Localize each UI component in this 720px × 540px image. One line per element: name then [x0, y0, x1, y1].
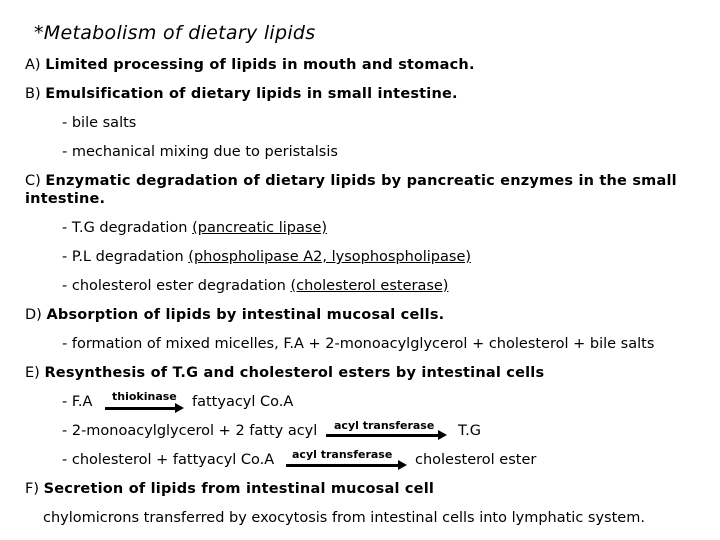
reaction-arrow — [326, 434, 438, 437]
section-a — [25, 56, 475, 74]
section-f — [25, 480, 434, 498]
section-d-heading: Absorption of lipids by intestinal mucosal cells. — [46, 307, 445, 323]
item-text: - P.L degradation — [62, 249, 189, 265]
section-e-label: E) — [25, 365, 40, 381]
page-title: *Metabolism of dietary lipids — [34, 22, 316, 44]
reaction-enzyme: thiokinase — [112, 390, 177, 403]
section-c-heading-cont: intestine. — [25, 191, 106, 207]
reaction-arrow — [105, 407, 175, 410]
section-d — [25, 306, 444, 324]
section-a-heading: Limited processing of lipids in mouth and stomach. — [45, 57, 475, 73]
reaction-left: - cholesterol + fattyacyl Co.A — [62, 452, 275, 468]
section-f-label: F) — [25, 481, 39, 497]
reaction-enzyme: acyl transferase — [292, 448, 393, 461]
reaction-arrow — [286, 464, 398, 467]
section-c-item — [62, 248, 471, 266]
section-d-label: D) — [25, 307, 42, 323]
reaction-right: T.G — [458, 423, 481, 439]
section-e-heading: Resynthesis of T.G and cholesterol esters by intestinal cells — [44, 365, 545, 381]
section-c-label: C) — [25, 173, 41, 189]
reaction-right: cholesterol ester — [415, 452, 537, 468]
section-c — [25, 172, 677, 190]
reaction-left: - 2-monoacylglycerol + 2 fatty acyl — [62, 423, 318, 439]
section-b — [25, 85, 458, 103]
section-a-label: A) — [25, 57, 41, 73]
enzyme-name: (cholesterol esterase) — [290, 278, 449, 294]
item-text: - T.G degradation — [62, 220, 193, 236]
section-b-item: - mechanical mixing due to peristalsis — [62, 144, 338, 160]
reaction-right: fattyacyl Co.A — [192, 394, 294, 410]
section-b-item: - bile salts — [62, 115, 137, 131]
enzyme-name: (phospholipase A2, lysophospholipase) — [188, 249, 472, 265]
section-e — [25, 364, 544, 382]
section-f-heading: Secretion of lipids from intestinal mucosal cell — [43, 481, 435, 497]
section-d-item: - formation of mixed micelles, F.A + 2-monoacylglycerol + cholesterol + bile salts — [62, 336, 655, 352]
section-b-label: B) — [25, 86, 41, 102]
section-f-detail: chylomicrons transferred by exocytosis from intestinal cells into lymphatic system. — [43, 510, 645, 526]
section-c-heading: Enzymatic degradation of dietary lipids by pancreatic enzymes in the small — [45, 173, 677, 189]
enzyme-name: (pancreatic lipase) — [192, 220, 328, 236]
reaction-left: - F.A — [62, 394, 93, 410]
section-c-item — [62, 219, 327, 237]
item-text: - cholesterol ester degradation — [62, 278, 291, 294]
section-c-item — [62, 277, 448, 295]
reaction-enzyme: acyl transferase — [334, 419, 435, 432]
section-b-heading: Emulsification of dietary lipids in small intestine. — [45, 86, 458, 102]
